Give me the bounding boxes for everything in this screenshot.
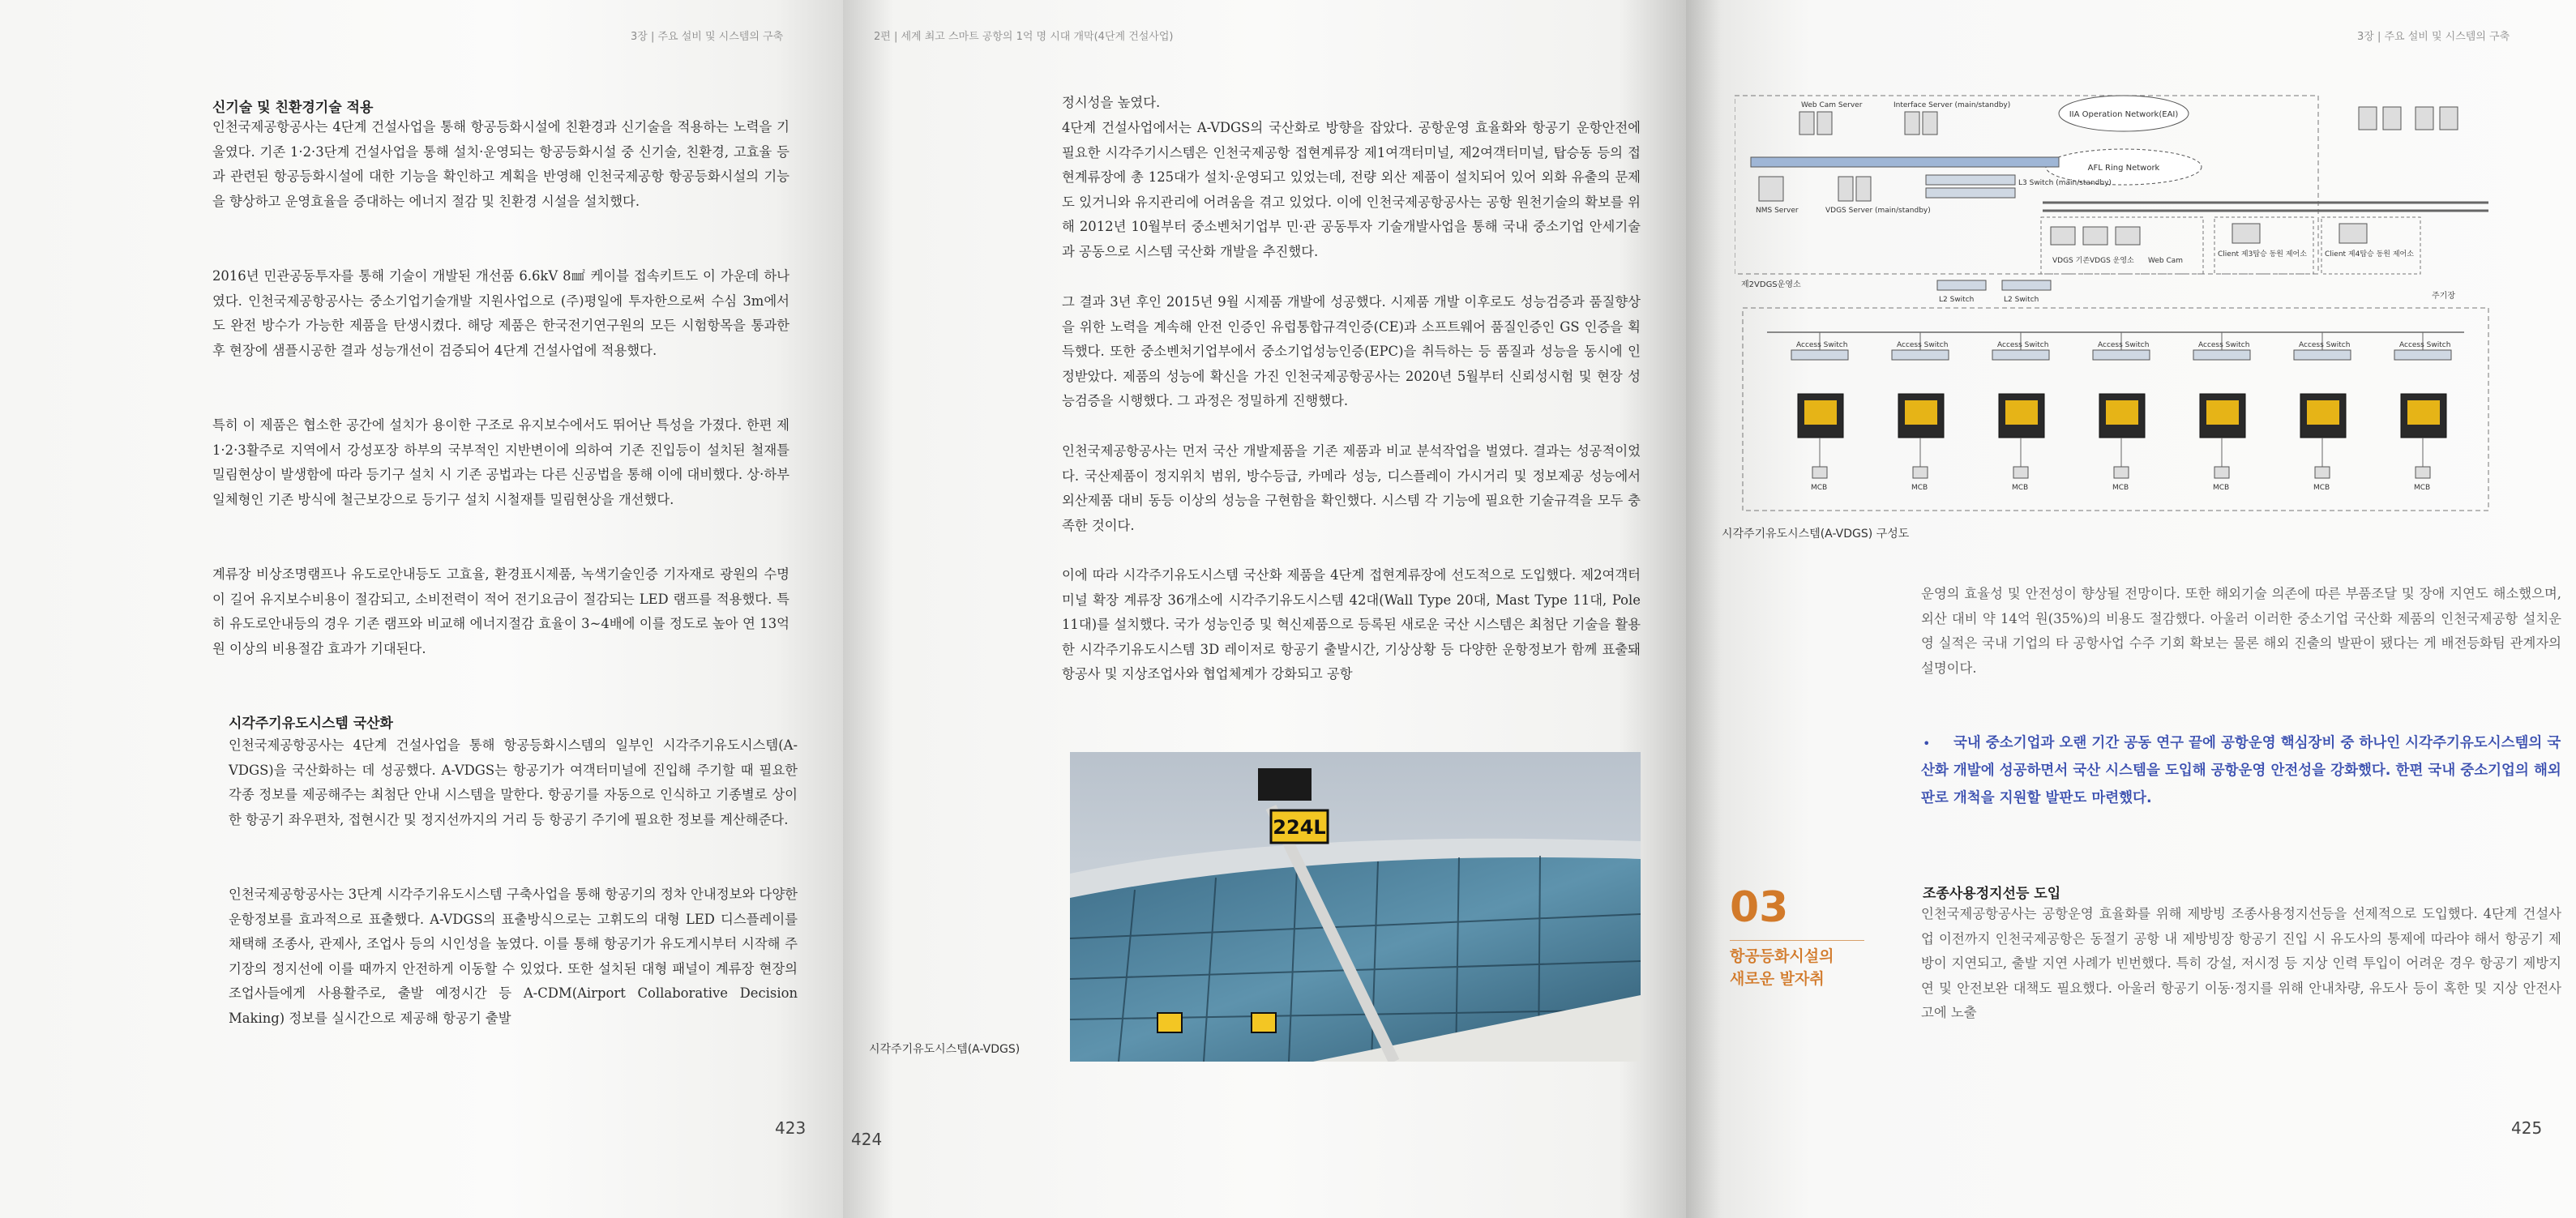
t2-room-label: 제2VDGS운영소 bbox=[1741, 280, 1801, 289]
page-number: 423 bbox=[775, 1118, 807, 1138]
page-number: 424 bbox=[851, 1130, 883, 1149]
l3-switch bbox=[1926, 175, 2112, 198]
section-heading: 신기술 및 친환경기술 적용 bbox=[212, 100, 374, 116]
vdgs-server bbox=[1825, 177, 1931, 215]
svg-text:VDGS Server (main/standby): VDGS Server (main/standby) bbox=[1825, 207, 1931, 215]
svg-text:Access Switch: Access Switch bbox=[1796, 341, 1848, 349]
svg-text:MCB: MCB bbox=[2313, 484, 2330, 492]
svg-text:MCB: MCB bbox=[2012, 484, 2029, 492]
svg-text:Web Cam: Web Cam bbox=[2148, 257, 2184, 265]
svg-text:Access Switch: Access Switch bbox=[2098, 341, 2150, 349]
network-bus bbox=[1751, 157, 2059, 167]
section-number: 03 bbox=[1730, 883, 1789, 932]
svg-text:VDGS 기존VDGS 운영소: VDGS 기존VDGS 운영소 bbox=[2052, 257, 2134, 265]
section-title: 항공등화시설의 새로운 발자취 bbox=[1730, 947, 1834, 988]
svg-text:AFL Ring Network: AFL Ring Network bbox=[2087, 164, 2160, 173]
body-paragraph: 인천국제공항공사는 3단계 시각주기유도시스템 구축사업을 통해 항공기의 정차 안내정보와 다양한 운항정보를 효과적으로 표출했다. A-VDGS의 표출방식으로는 고휘도의 대형 LED 디스플레이를 채택해 조종사, 관제사, 조업사 등의 시인성을 높였다. 이를 통해 항공기가 유도게시부터 시작해 주기장의 정지선에 이를 때까지 안전하게 이동할 수 있었다. 또한 설치된 대형 패널이 계류장 현장의 조업사들에게 사용활주로, 출발 예정시간 등 A-CDM(Airport Collaborative Decision Making) 정보를 실시간으로 제공해 항공기 출발 bbox=[229, 887, 798, 1026]
vdgs-room bbox=[2041, 217, 2203, 274]
svg-text:MCB: MCB bbox=[2112, 484, 2129, 492]
body-paragraph: 그 결과 3년 후인 2015년 9월 시제품 개발에 성공했다. 시제품 개발 이후로도 성능검증과 품질향상을 위한 노력을 계속해 안전 인증인 유럽통합규격인증(CE)과 소프트웨어 품질인증인 GS 인증을 획득했다. 또한 중소벤처기업부에서 중소기업성능인증(EPC)을 취득하는 등 품질과 성능을 동시에 인정받았다. 제품의 성능에 확신을 가진 인천국제공항공사는 2020년 5월부터 신뢰성시험 및 현장 성능검증을 시행했다. 그 과정은 정밀하게 진행했다. bbox=[1062, 294, 1641, 409]
highlight-summary: 국내 중소기업과 오랜 기간 공동 연구 끝에 공항운영 핵심장비 중 하나인 시각주기유도시스템의 국산화 개발에 성공하면서 국산 시스템을 도입해 공항운영 안전성을 강화했다. 한편 국내 중소기업의 해외 판로 개척을 지원할 발판도 마련했다. bbox=[1921, 735, 2561, 806]
vdgs-display-unit bbox=[2099, 394, 2145, 492]
svg-text:Web Cam Server: Web Cam Server bbox=[1801, 101, 1863, 109]
photo-caption: 시각주기유도시스템(A-VDGS) bbox=[869, 1043, 1021, 1056]
display-row bbox=[1798, 394, 2446, 492]
vdgs-display-unit bbox=[2401, 394, 2446, 492]
running-head: 3장 | 주요 설비 및 시스템의 구축 bbox=[2357, 31, 2510, 43]
vdgs-display-unit bbox=[1898, 394, 1944, 492]
svg-text:MCB: MCB bbox=[2414, 484, 2431, 492]
access-switch bbox=[1791, 332, 1848, 360]
svg-text:IIA Operation Network(EAI): IIA Operation Network(EAI) bbox=[2069, 110, 2179, 119]
l2-switches bbox=[1937, 280, 2051, 304]
svg-text:Access Switch: Access Switch bbox=[1997, 341, 2049, 349]
svg-text:Client 제4탑승 동원 제어소: Client 제4탑승 동원 제어소 bbox=[2325, 250, 2414, 259]
top-servers bbox=[2359, 107, 2458, 130]
vdgs-display-unit bbox=[2300, 394, 2346, 492]
svg-text:L2 Switch: L2 Switch bbox=[2004, 296, 2039, 304]
access-switch bbox=[2093, 332, 2150, 360]
body-paragraph: 운영의 효율성 및 안전성이 향상될 전망이다. 또한 해외기술 의존에 따른 부품조달 및 장애 지연도 해소했으며, 외산 대비 약 14억 원(35%)의 비용도 절감했다. 아울러 이러한 중소기업 국산화 제품의 인천국제공항 설치운영 실적은 국내 기업의 타 공항사업 수주 기회 확보는 물론 해외 진출의 발판이 됐다는 게 배전등화팀 관계자의 설명이다. bbox=[1921, 586, 2561, 676]
running-head: 3장 | 주요 설비 및 시스템의 구축 bbox=[631, 31, 784, 43]
access-switch bbox=[2394, 332, 2451, 360]
client-room-4 bbox=[2321, 217, 2420, 274]
page-425 bbox=[1686, 0, 2576, 1218]
highlight-bullet: • bbox=[1923, 736, 1931, 751]
vdgs-display-unit bbox=[2200, 394, 2245, 492]
subheading: 조종사용정지선등 도입 bbox=[1923, 886, 2061, 902]
svg-text:MCB: MCB bbox=[2213, 484, 2230, 492]
body-paragraph: 2016년 민관공동투자를 통해 기술이 개발된 개선품 6.6kV 8㎟ 케이블 접속키트도 이 가운데 하나였다. 인천국제공항공사는 중소기업기술개발 지원사업으로 (주)평일에 투자한으로써 수심 3m에서도 완전 방수가 가능한 제품을 탄생시켰다. 해당 제품은 한국전기연구원의 모든 시험항목을 통과한 후 현장에 샘플시공한 결과 성능개선이 검증되어 4단계 건설사업에 적용했다. bbox=[212, 268, 789, 358]
diagram-caption: 시각주기유도시스템(A-VDGS) 구성도 bbox=[1722, 528, 1910, 541]
body-paragraph: 특히 이 제품은 협소한 공간에 설치가 용이한 구조로 유지보수에서도 뛰어난 특성을 가졌다. 한편 제1·2·3활주로 지역에서 강성포장 하부의 국부적인 지반변이에 의하여 기존 진입등이 설치된 철재틀 밀림현상이 발생함에 따라 등기구 설치 시 기존 공법과는 다른 신공법을 통해 이에 대비했다. 상·하부 일체형인 기존 방식에 철근보강으로 등기구 설치 시철재틀 밀림현상을 개선했다. bbox=[212, 417, 789, 507]
body-paragraph: 인천국제공항공사는 공항운영 효율화를 위해 제방빙 조종사용정지선등을 선제적으로 도입했다. 4단계 건설사업 이전까지 인천국제공항은 동절기 공항 내 제방빙장 항공기 진입 시 유도사의 통제에 따라야 해서 항공기 제방이 지연되고, 출발 지연 사례가 빈번했다. 특히 강설, 저시정 등 지상 인력 투입이 어려운 경우 항공기 제방지연 및 안전보완 대책도 필요했다. 아울러 항공기 이동·정지를 위해 안내차량, 유도사 등이 혹한 및 지상 안전사고에 노출 bbox=[1921, 906, 2561, 1021]
interface-server bbox=[1893, 101, 2010, 135]
svg-text:Access Switch: Access Switch bbox=[2198, 341, 2250, 349]
operation-network bbox=[2059, 96, 2189, 131]
svg-text:Access Switch: Access Switch bbox=[2299, 341, 2351, 349]
svg-text:NMS Server: NMS Server bbox=[1756, 207, 1799, 215]
svg-text:Access Switch: Access Switch bbox=[2399, 341, 2451, 349]
body-paragraph: 이에 따라 시각주기유도시스템 국산화 제품을 4단계 접현계류장에 선도적으로 도입했다. 제2여객터미널 확장 계류장 36개소에 시각주기유도시스템 42대(Wall Type 20대, Mast Type 11대, Pole 11대)를 설치했다. 국가 성능인증 및 혁신제품으로 등록된 새로운 국산 시스템은 최첨단 기술을 활용한 시각주기유도시스템 3D 레이저로 항공기 출발시간, 기상상황 등 다양한 운항정보가 함께 표출돼 항공사 및 지상조업사와 협업체계가 강화되고 공항 bbox=[1062, 567, 1641, 682]
body-paragraph: 인천국제공항공사는 먼저 국산 개발제품을 기존 제품과 비교 분석작업을 벌였다. 결과는 성공적이었다. 국산제품이 정지위치 범위, 방수등급, 카메라 성능, 디스플레이 가시거리 및 정보제공 성능에서 외산제품 대비 동등 이상의 성능을 구현함을 확인했다. 시스템 각 기능에 필요한 기술규격을 모두 충족한 것이다. bbox=[1062, 443, 1641, 533]
access-switch bbox=[1892, 332, 1949, 360]
vdgs-photo bbox=[1070, 752, 1641, 1062]
page-423 bbox=[0, 0, 843, 1218]
body-paragraph: 인천국제공항공사는 4단계 건설사업을 통해 항공등화시설에 친환경과 신기술을 적용하는 노력을 기울였다. 기존 1·2·3단계 건설사업을 통해 설치·운영되는 항공등화시설 중 신기술, 친환경, 고효율 등과 관련된 항공등화시설에 대한 기능을 확인하고 계획을 반영해 인천국제공항 항공등화시설의 기능을 향상하고 운영효율을 증대하는 에너지 절감 및 친환경 시설을 설치했다. bbox=[212, 119, 789, 209]
svg-text:Client 제3탑승 동원 제어소: Client 제3탑승 동원 제어소 bbox=[2218, 250, 2307, 259]
body-paragraph: 4단계 건설사업에서는 A-VDGS의 국산화로 방향을 잡았다. 공항운영 효율화와 항공기 운항안전에 필요한 시각주기시스템은 인천국제공항 접현계류장 제1여객터미널, 제2여객터미널, 탑승동 등의 접현계류장에 총 125대가 설치·운영되고 있었는데, 전량 외산 제품이 설치되어 있어 외화 유출의 문제도 있거니와 유지관리에 어려움을 겪고 있었다. 이에 인천국제공항공사는 공항 원천기술의 확보를 위해 2012년 10월부터 중소벤처기업부 민·관 공동투자 기술개발사업을 통해 국내 중소기업 안세기술과 공동으로 시스템 국산화 개발을 추진했다. bbox=[1062, 120, 1641, 259]
vdgs-photo-illustration bbox=[1070, 752, 1641, 1062]
running-head: 2편 | 세계 최고 스마트 공항의 1억 명 시대 개막(4단계 건설사업) bbox=[874, 31, 1174, 43]
svg-text:MCB: MCB bbox=[1911, 484, 1928, 492]
client-room-3 bbox=[2214, 217, 2313, 274]
vdgs-system-diagram bbox=[1735, 89, 2497, 527]
body-paragraph: 정시성을 높였다. bbox=[1062, 95, 1161, 110]
access-switch bbox=[1992, 332, 2049, 360]
svg-text:MCB: MCB bbox=[1811, 484, 1828, 492]
access-switch bbox=[2193, 332, 2250, 360]
photo-sign-text: 224L bbox=[1273, 816, 1326, 839]
body-paragraph: 계류장 비상조명램프나 유도로안내등도 고효율, 환경표시제품, 녹색기술인증 기자재로 광원의 수명이 길어 유지보수비용이 절감되고, 소비전력이 적어 전기요금이 절감되는 LED 램프를 적용했다. 특히 유도로안내등의 경우 기존 램프와 비교해 에너지절감 효율이 3~4배에 이를 정도로 높아 연 13억 원 이상의 비용절감 효과가 기대된다. bbox=[212, 566, 789, 656]
access-switch-row bbox=[1791, 332, 2451, 360]
body-paragraph: 인천국제공항공사는 4단계 건설사업을 통해 항공등화시스템의 일부인 시각주기유도시스템(A-VDGS)을 국산화하는 데 성공했다. A-VDGS는 항공기가 여객터미널에 진입해 주기할 때 필요한 각종 정보를 제공해주는 최첨단 안내 시스템을 말한다. 항공기를 자동으로 인식하고 기종별로 상이한 항공기 좌우편차, 접현시간 및 정지선까지의 거리 등 항공기 주기에 필요한 정보를 계산해준다. bbox=[229, 737, 798, 827]
svg-text:L2 Switch: L2 Switch bbox=[1939, 296, 1975, 304]
apron-label: 주기장 bbox=[2432, 292, 2455, 301]
webcam-server bbox=[1799, 101, 1863, 135]
vdgs-display-unit bbox=[1999, 394, 2044, 492]
svg-text:L3 Switch (main/standby): L3 Switch (main/standby) bbox=[2018, 179, 2112, 187]
access-switch bbox=[2294, 332, 2351, 360]
svg-text:Access Switch: Access Switch bbox=[1897, 341, 1949, 349]
svg-text:Interface Server (main/standby: Interface Server (main/standby) bbox=[1893, 101, 2011, 109]
section-heading: 시각주기유도시스템 국산화 bbox=[229, 716, 393, 732]
nms-server bbox=[1756, 177, 1799, 215]
section-rule bbox=[1730, 940, 1864, 941]
page-number: 425 bbox=[2511, 1118, 2543, 1138]
vdgs-display-unit bbox=[1798, 394, 1843, 492]
page-424 bbox=[843, 0, 1686, 1218]
